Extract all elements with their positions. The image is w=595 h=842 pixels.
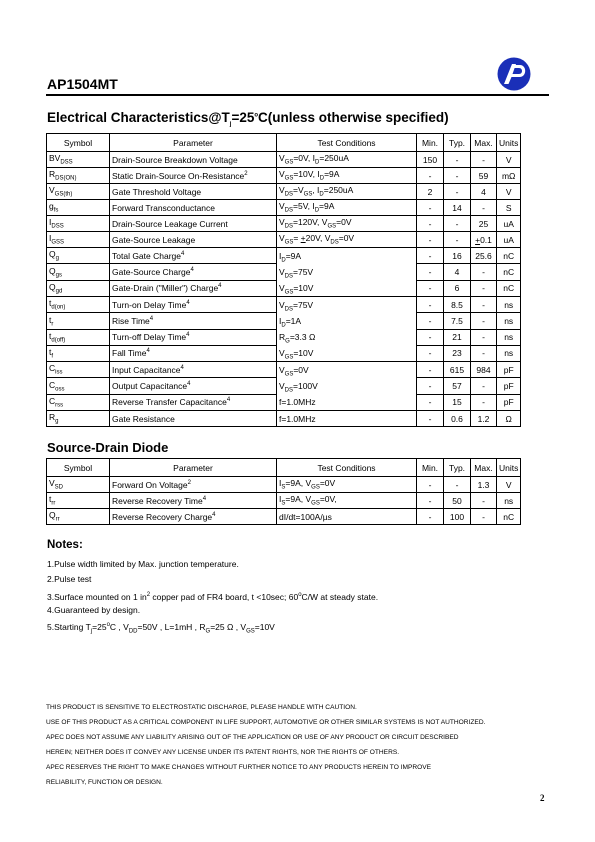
test-conditions-cell: $V_{GS}=0V$, $I_D=250uA$ — [277, 152, 417, 168]
parameter-cell: Gate Threshold Voltage — [110, 184, 277, 200]
min-cell: - — [417, 232, 444, 248]
max-cell: - — [471, 394, 497, 410]
min-cell: - — [417, 394, 444, 410]
column-header: Test Conditions — [277, 134, 417, 152]
typ-cell: 15 — [444, 394, 471, 410]
column-header: Min. — [417, 134, 444, 152]
page-number: 2 — [540, 793, 545, 803]
test-conditions-cell: $V_{GS}= +20V$, $V_{DS}=0V$ — [277, 232, 417, 248]
unit-cell: ns — [497, 313, 521, 329]
symbol-cell: $BV_{DSS}$ — [47, 152, 110, 168]
table-row — [47, 411, 521, 427]
typ-cell: 50 — [444, 493, 471, 509]
typ-cell: - — [444, 232, 471, 248]
test-conditions-cell — [277, 362, 417, 411]
column-header: Test Conditions — [277, 459, 417, 477]
min-cell: - — [417, 264, 444, 280]
typ-cell: 7.5 — [444, 313, 471, 329]
parameter-cell: Turn-off Delay Time$^4$ — [110, 329, 277, 345]
parameter-cell: Input Capacitance$^4$ — [110, 362, 277, 378]
max-cell: 25.6 — [471, 248, 497, 264]
disclaimer-line: THIS PRODUCT IS SENSITIVE TO ELECTROSTATIC DISCHARGE, PLEASE HANDLE WITH CAUTION. — [46, 704, 357, 711]
unit-cell: ns — [497, 345, 521, 361]
apec-logo — [497, 57, 531, 91]
unit-cell: nC — [497, 280, 521, 296]
symbol-cell: $V_{GS(th)}$ — [47, 184, 110, 200]
test-conditions-cell: $I_S=9A$, $V_{GS}=0V$ — [277, 477, 417, 493]
electrical-characteristics-table — [46, 133, 521, 427]
table-row — [47, 200, 521, 216]
parameter-cell: Forward On Voltage$^2$ — [110, 477, 277, 493]
symbol-cell: $C_{oss}$ — [47, 378, 110, 394]
column-header: Typ. — [444, 459, 471, 477]
min-cell: - — [417, 345, 444, 361]
symbol-cell: $C_{iss}$ — [47, 362, 110, 378]
typ-cell: 16 — [444, 248, 471, 264]
min-cell: - — [417, 378, 444, 394]
max-cell: 4 — [471, 184, 497, 200]
electrical-characteristics-title: Electrical $Characteristics@T_j=25^oC(unless$ otherwise specified) — [47, 110, 449, 128]
max-cell: 1.3 — [471, 477, 497, 493]
condition-line: f=1.0MHz — [279, 397, 316, 407]
column-header: Symbol — [47, 134, 110, 152]
unit-cell: mΩ — [497, 168, 521, 184]
max-cell: +0.1 — [471, 232, 497, 248]
test-conditions-cell: $V_{DS}=5V$, $I_D=9A$ — [277, 200, 417, 216]
min-cell: - — [417, 477, 444, 493]
symbol-cell: $I_{GSS}$ — [47, 232, 110, 248]
table-row — [47, 152, 521, 168]
symbol-cell: $R_g$ — [47, 411, 110, 427]
condition-line: $I_D=9A$ — [279, 251, 302, 264]
unit-cell: ns — [497, 493, 521, 509]
parameter-cell: Fall Time$^4$ — [110, 345, 277, 361]
header-rule — [46, 94, 549, 96]
condition-line: $V_{GS}=10V$ — [279, 348, 314, 361]
note-item: 4.Guaranteed by design. — [47, 604, 141, 615]
min-cell: - — [417, 313, 444, 329]
parameter-cell: Reverse Recovery Time$^4$ — [110, 493, 277, 509]
symbol-cell: $I_{DSS}$ — [47, 216, 110, 232]
test-conditions-cell: dI/dt=100A/µs — [277, 509, 417, 525]
max-cell: - — [471, 313, 497, 329]
parameter-cell: Static Drain-Source On-Resistance$^2$ — [110, 168, 277, 184]
min-cell: - — [417, 280, 444, 296]
max-cell: - — [471, 297, 497, 313]
min-cell: - — [417, 200, 444, 216]
symbol-cell: $Q_{gd}$ — [47, 280, 110, 296]
parameter-cell: Forward Transconductance — [110, 200, 277, 216]
parameter-cell: Drain-Source Leakage Current — [110, 216, 277, 232]
column-header: Max. — [471, 134, 497, 152]
symbol-cell: $Q_{gs}$ — [47, 264, 110, 280]
min-cell: - — [417, 411, 444, 427]
min-cell: - — [417, 329, 444, 345]
max-cell: 25 — [471, 216, 497, 232]
table-row — [47, 232, 521, 248]
parameter-cell: Reverse Transfer Capacitance$^4$ — [110, 394, 277, 410]
table-row — [47, 248, 521, 264]
disclaimer-line: HEREIN; NEITHER DOES IT CONVEY ANY LICENSE UNDER ITS PATENT RIGHTS, NOR THE RIGHTS OF OTHERS. — [46, 749, 400, 757]
unit-cell: uA — [497, 232, 521, 248]
test-conditions-cell: $V_{DS}=V_{GS}$, $I_D=250uA$ — [277, 184, 417, 200]
symbol-cell: $Q_{rr}$ — [47, 509, 110, 525]
typ-cell: - — [444, 477, 471, 493]
column-header: Typ. — [444, 134, 471, 152]
disclaimer-line: RELIABILITY, FUNCTION OR DESIGN. — [46, 779, 163, 787]
part-number: AP1504MT — [47, 76, 118, 92]
parameter-cell: Total Gate Charge$^4$ — [110, 248, 277, 264]
max-cell: - — [471, 329, 497, 345]
typ-cell: - — [444, 184, 471, 200]
test-conditions-cell: $V_{GS}=10V$, $I_D=9A$ — [277, 168, 417, 184]
column-header: Symbol — [47, 459, 110, 477]
max-cell: - — [471, 378, 497, 394]
max-cell: 984 — [471, 362, 497, 378]
unit-cell: pF — [497, 378, 521, 394]
test-conditions-cell — [277, 248, 417, 297]
typ-cell: - — [444, 216, 471, 232]
symbol-cell: $g_{fs}$ — [47, 200, 110, 216]
test-conditions-cell: f=1.0MHz — [277, 411, 417, 427]
max-cell: - — [471, 280, 497, 296]
min-cell: - — [417, 509, 444, 525]
unit-cell: Ω — [497, 411, 521, 427]
typ-cell: - — [444, 152, 471, 168]
test-conditions-cell: $I_S=9A$, $V_{GS}=0V$, — [277, 493, 417, 509]
condition-line: $V_{DS}=75V$ — [279, 300, 314, 313]
notes-list — [47, 557, 378, 633]
table-row — [47, 216, 521, 232]
typ-cell: 8.5 — [444, 297, 471, 313]
column-header: Units — [497, 459, 521, 477]
symbol-cell: $R_{DS(ON)}$ — [47, 168, 110, 184]
unit-cell: V — [497, 184, 521, 200]
min-cell: - — [417, 248, 444, 264]
column-header: Parameter — [110, 134, 277, 152]
parameter-cell: Drain-Source Breakdown Voltage — [110, 152, 277, 168]
condition-line: $V_{GS}=10V$ — [279, 283, 314, 296]
max-cell: - — [471, 493, 497, 509]
max-cell: - — [471, 200, 497, 216]
table-row — [47, 493, 521, 509]
typ-cell: 615 — [444, 362, 471, 378]
test-conditions-cell: $V_{DS}=120V$, $V_{GS}=0V$ — [277, 216, 417, 232]
typ-cell: 14 — [444, 200, 471, 216]
unit-cell: nC — [497, 248, 521, 264]
max-cell: 1.2 — [471, 411, 497, 427]
min-cell: - — [417, 362, 444, 378]
symbol-cell: $Q_g$ — [47, 248, 110, 264]
symbol-cell: $t_f$ — [47, 345, 110, 361]
unit-cell: pF — [497, 394, 521, 410]
condition-line: $I_D=1A$ — [279, 316, 302, 329]
min-cell: - — [417, 168, 444, 184]
max-cell: 59 — [471, 168, 497, 184]
source-drain-diode-title: Source-Drain Diode — [47, 440, 169, 455]
max-cell: - — [471, 345, 497, 361]
column-header: Max. — [471, 459, 497, 477]
disclaimer-line: APEC RESERVES THE RIGHT TO MAKE CHANGES WITHOUT FURTHER NOTICE TO ANY PRODUCTS HEREIN TO IMPROVE — [46, 764, 432, 772]
unit-cell: S — [497, 200, 521, 216]
disclaimer-line: APEC DOES NOT ASSUME ANY LIABILITY ARISING OUT OF THE APPLICATION OR USE OF ANY PRODUCT OR CIRCUIT DESCRIBED — [46, 734, 459, 742]
unit-cell: V — [497, 152, 521, 168]
min-cell: 2 — [417, 184, 444, 200]
typ-cell: 23 — [444, 345, 471, 361]
table-row — [47, 509, 521, 525]
parameter-cell: Rise Time$^4$ — [110, 313, 277, 329]
unit-cell: ns — [497, 329, 521, 345]
source-drain-diode-table — [46, 458, 521, 525]
typ-cell: 0.6 — [444, 411, 471, 427]
min-cell: 150 — [417, 152, 444, 168]
condition-line: $R_G=3.3$ Ω — [279, 332, 316, 345]
notes-title: Notes: — [47, 539, 83, 551]
table-header-row — [47, 459, 521, 477]
parameter-cell: Gate-Drain ("Miller") Charge$^4$ — [110, 280, 277, 296]
typ-cell: 4 — [444, 264, 471, 280]
unit-cell: nC — [497, 509, 521, 525]
column-header: Min. — [417, 459, 444, 477]
column-header: Units — [497, 134, 521, 152]
min-cell: - — [417, 216, 444, 232]
typ-cell: 6 — [444, 280, 471, 296]
note-item: 2.Pulse test — [47, 574, 92, 585]
table-row — [47, 184, 521, 200]
note-item: 5.Starting $T_j=25^oC$ , $V_{DD}=50V$ , L=1mH , $R_G=25$ Ω , $V_{GS}=10V$ — [47, 622, 275, 635]
unit-cell: pF — [497, 362, 521, 378]
parameter-cell: Reverse Recovery Charge$^4$ — [110, 509, 277, 525]
symbol-cell: $t_r$ — [47, 313, 110, 329]
symbol-cell: $V_{SD}$ — [47, 477, 110, 493]
note-item: 1.Pulse width limited by Max. junction temperature. — [47, 559, 239, 569]
min-cell: - — [417, 493, 444, 509]
note-item: 3.Surface mounted on 1 $in^2$ copper pad of FR4 board, t <10sec; 60$^o$C/W at steady state. — [47, 591, 379, 602]
min-cell: - — [417, 297, 444, 313]
max-cell: - — [471, 152, 497, 168]
unit-cell: V — [497, 477, 521, 493]
max-cell: - — [471, 509, 497, 525]
max-cell: - — [471, 264, 497, 280]
parameter-cell: Turn-on Delay Time$^4$ — [110, 297, 277, 313]
typ-cell: 100 — [444, 509, 471, 525]
condition-line: $V_{DS}=100V$ — [279, 381, 318, 394]
parameter-cell: Gate-Source Leakage — [110, 232, 277, 248]
column-header: Parameter — [110, 459, 277, 477]
symbol-cell: $t_{d(on)}$ — [47, 297, 110, 313]
table-row — [47, 168, 521, 184]
disclaimer — [46, 700, 485, 791]
parameter-cell: Gate Resistance — [110, 411, 277, 427]
table-row — [47, 362, 521, 378]
symbol-cell: $t_{d(off)}$ — [47, 329, 110, 345]
parameter-cell: Gate-Source Charge$^4$ — [110, 264, 277, 280]
disclaimer-line: USE OF THIS PRODUCT AS A CRITICAL COMPONENT IN LIFE SUPPORT, AUTOMOTIVE OR OTHER SIMILAR SYSTEMS IS NOT AUTHORIZED. — [46, 719, 486, 727]
test-conditions-cell — [277, 297, 417, 362]
unit-cell: uA — [497, 216, 521, 232]
table-row — [47, 297, 521, 313]
unit-cell: nC — [497, 264, 521, 280]
table-row — [47, 477, 521, 493]
parameter-cell: Output Capacitance$^4$ — [110, 378, 277, 394]
table-header-row — [47, 134, 521, 152]
typ-cell: - — [444, 168, 471, 184]
condition-line: $V_{GS}=0V$ — [279, 365, 309, 378]
symbol-cell: $C_{rss}$ — [47, 394, 110, 410]
typ-cell: 57 — [444, 378, 471, 394]
typ-cell: 21 — [444, 329, 471, 345]
symbol-cell: $t_{rr}$ — [47, 493, 110, 509]
condition-line: $V_{DS}=75V$ — [279, 267, 314, 280]
unit-cell: ns — [497, 297, 521, 313]
